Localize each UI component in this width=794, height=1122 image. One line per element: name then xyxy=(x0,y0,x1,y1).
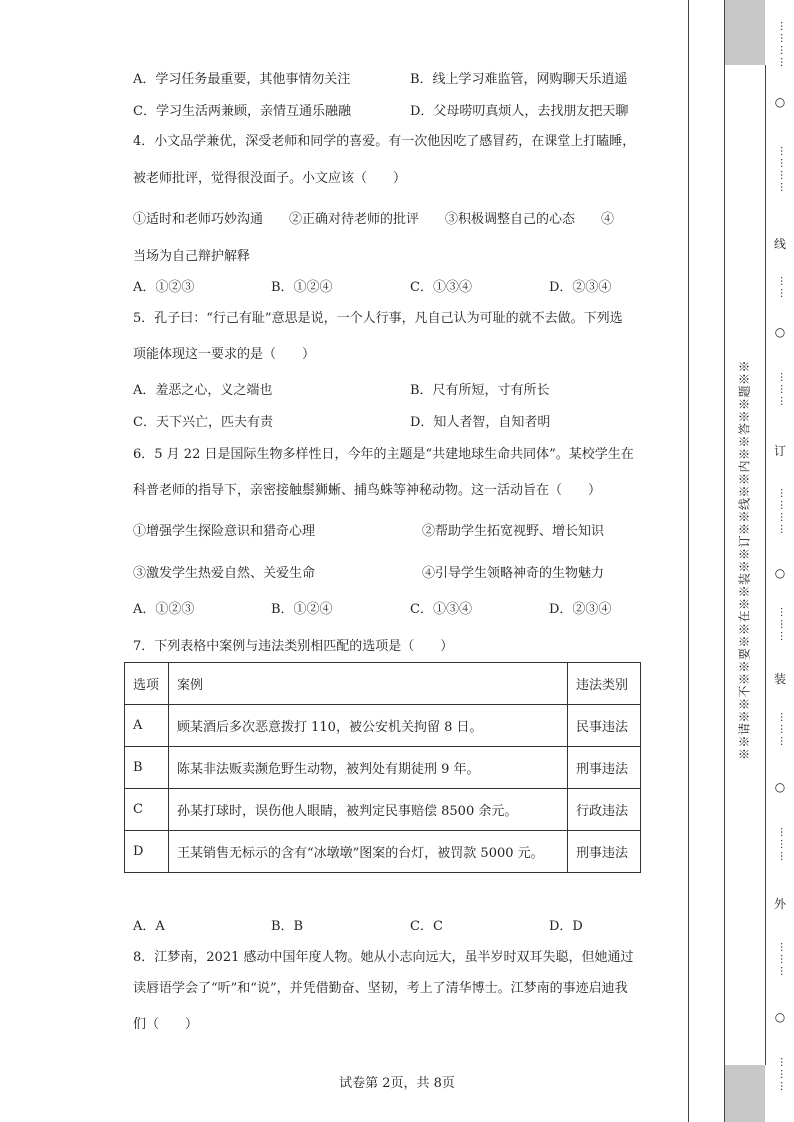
dotted-segment: ……… xyxy=(778,942,789,978)
q6-stem-line2: 科普老师的指导下，亲密接触鬃狮蜥、捕鸟蛛等神秘动物。这一活动旨在（ ） xyxy=(133,483,602,498)
q6-option-c: C．①③④ xyxy=(410,602,472,617)
q4-option-b: B．①②④ xyxy=(271,280,333,295)
table-cell: 顾某酒后多次恶意拨打 110，被公安机关拘留 8 日。 xyxy=(169,705,568,747)
q7-table xyxy=(124,662,641,873)
q8-stem-line2: 读唇语学会了“听”和“说”，并凭借勤奋、坚韧，考上了清华博士。江梦南的事迹启迪我 xyxy=(133,981,628,996)
q4-stem-line2: 被老师批评，觉得很没面子。小文应该（ ） xyxy=(133,171,407,186)
table-cell: 民事违法 xyxy=(568,705,641,747)
table-cell: 行政违法 xyxy=(568,789,641,831)
table-header-cell: 选项 xyxy=(125,663,169,705)
table-row xyxy=(125,705,641,747)
page-footer: 试卷第 2页，共 8页 xyxy=(339,1076,455,1091)
q6-stem-line1: 6．5 月 22 日是国际生物多样性日，今年的主题是“共建地球生命共同体”。某校学生在 xyxy=(133,447,634,462)
table-cell: 刑事违法 xyxy=(568,831,641,873)
q3-option-b: B．线上学习难监管，网购聊天乐逍遥 xyxy=(410,72,628,87)
dotted-segment: ……… xyxy=(778,827,789,863)
binding-circle: ○ xyxy=(774,325,786,339)
binding-label-ding: 订 xyxy=(773,444,786,458)
table-cell: 孙某打球时，误伤他人眼睛，被判定民事赔偿 8500 余元。 xyxy=(169,789,568,831)
dotted-segment: …… xyxy=(778,275,789,300)
q8-stem-line3: 们（ ） xyxy=(133,1017,199,1032)
binding-label-zhuang: 装 xyxy=(773,672,786,686)
binding-dotted-line xyxy=(778,0,788,1122)
binding-label-xian: 线 xyxy=(773,237,786,251)
table-cell: C xyxy=(125,789,169,831)
q6-item-1: ①增强学生探险意识和猎奇心理 xyxy=(133,524,316,539)
dotted-segment: ……… xyxy=(778,372,789,408)
q5-option-a: A．羞恶之心，义之端也 xyxy=(133,383,273,398)
q6-item-2: ②帮助学生拓宽视野、增长知识 xyxy=(422,524,605,539)
q7-stem: 7．下列表格中案例与违法类别相匹配的选项是（ ） xyxy=(133,639,454,654)
q6-option-d: D．②③④ xyxy=(549,602,612,617)
binding-circle: ○ xyxy=(774,1010,786,1024)
q7-option-b: B．B xyxy=(271,919,304,934)
q5-option-c: C．天下兴亡，匹夫有责 xyxy=(133,415,273,430)
dotted-segment: ……… xyxy=(778,1057,789,1093)
binding-circle: ○ xyxy=(774,566,786,580)
binding-circle: ○ xyxy=(774,780,786,794)
table-row xyxy=(125,747,641,789)
table-cell: B xyxy=(125,747,169,789)
dotted-segment: ………… xyxy=(778,21,789,69)
q7-option-d: D．D xyxy=(549,919,583,934)
q4-stem-line1: 4．小文品学兼优，深受老师和同学的喜爱。有一次他因吃了感冒药，在课堂上打瞌睡， xyxy=(133,134,636,149)
table-cell: 陈某非法贩卖濒危野生动物，被判处有期徒刑 9 年。 xyxy=(169,747,568,789)
dotted-segment: ……… xyxy=(778,712,789,748)
q3-option-d: D．父母唠叨真烦人，去找朋友把天聊 xyxy=(410,104,629,119)
table-row xyxy=(125,789,641,831)
q5-stem-line2: 项能体现这一要求的是（ ） xyxy=(133,347,316,362)
binding-margin xyxy=(688,0,725,1122)
binding-circle: ○ xyxy=(774,95,786,109)
q4-option-d: D．②③④ xyxy=(549,280,612,295)
q5-stem-line1: 5．孔子曰：“行己有耻”意思是说，一个人行事，凡自己认为可耻的就不去做。下列选 xyxy=(133,311,623,326)
table-cell: A xyxy=(125,705,169,747)
binding-label-wai: 外 xyxy=(773,897,786,911)
table-header-cell: 案例 xyxy=(169,663,568,705)
table-header-cell: 违法类别 xyxy=(568,663,641,705)
table-cell: 刑事违法 xyxy=(568,747,641,789)
q8-stem-line1: 8．江梦南，2021 感动中国年度人物。她从小志向远大，虽半岁时双耳失聪，但她通过 xyxy=(133,950,634,965)
q6-item-4: ④引导学生领略神奇的生物魅力 xyxy=(422,566,605,581)
q5-option-d: D．知人者智，自知者明 xyxy=(410,415,551,430)
dotted-segment: ……… xyxy=(778,607,789,643)
q7-option-a: A．A xyxy=(133,919,165,934)
q4-items-line1: ①适时和老师巧妙沟通 ②正确对待老师的批评 ③积极调整自己的心态 ④ xyxy=(133,212,615,227)
q6-item-3: ③激发学生热爱自然、关爱生命 xyxy=(133,566,316,581)
q3-option-a: A．学习任务最重要，其他事情勿关注 xyxy=(133,72,351,87)
q4-option-a: A．①②③ xyxy=(133,280,195,295)
q3-option-c: C．学习生活两兼顾，亲情互通乐融融 xyxy=(133,104,351,119)
q6-option-a: A．①②③ xyxy=(133,602,195,617)
q4-items-line2: 当场为自己辩护解释 xyxy=(133,249,251,264)
q6-option-b: B．①②④ xyxy=(271,602,333,617)
table-cell: D xyxy=(125,831,169,873)
binding-warning-text: ※※请※※不※※要※※在※※装※※订※※线※※内※※答※※题※※ xyxy=(737,359,752,761)
q4-option-c: C．①③④ xyxy=(410,280,472,295)
dotted-segment: ………… xyxy=(778,146,789,194)
table-header-row xyxy=(125,663,641,705)
dotted-segment: ………… xyxy=(778,488,789,536)
q7-option-c: C．C xyxy=(410,919,443,934)
table-cell: 王某销售无标示的含有“冰墩墩”图案的台灯，被罚款 5000 元。 xyxy=(169,831,568,873)
table-row xyxy=(125,831,641,873)
q5-option-b: B．尺有所短，寸有所长 xyxy=(410,383,550,398)
